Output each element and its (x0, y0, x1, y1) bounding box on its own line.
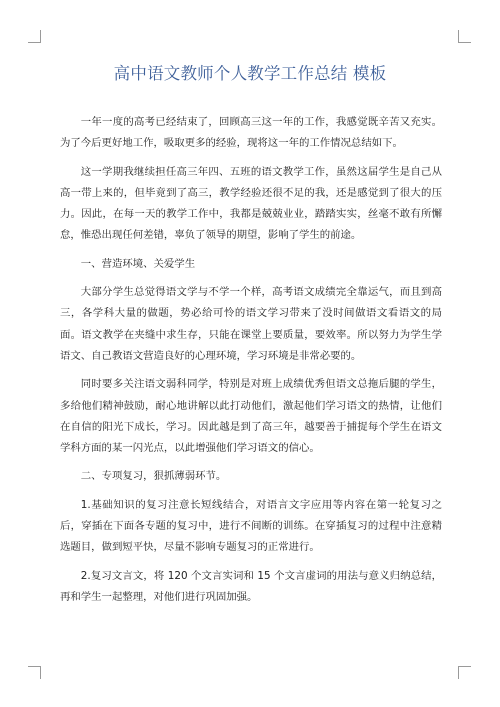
paragraph-intro: 一年一度的高考已经结束了，回顾高三这一年的工作，我感觉既辛苦又充实。为了今后更好地工作，吸取更多的经验，现将这一年的工作情况总结如下。 (60, 116, 442, 150)
paragraph-teaching-duty: 这一学期我继续担任高三年四、五班的语文教学工作，虽然这届学生是自己从高一带上来的，但毕竟到了高三，教学经验还很不足的我，还是感觉到了很大的压力。因此，在每一天的教学工作中，我都是兢兢业业，踏踏实实，丝毫不敢有所懈怠，惟恐出现任何差错，辜负了领导的期望，影响了学生的前途。 (60, 165, 442, 242)
paragraph-weak-students: 同时要多关注语文弱科同学，特别是对班上成绩优秀但语文总拖后腿的学生，多给他们精神鼓励，耐心地讲解以此打动他们，激起他们学习语文的热情，让他们在自信的阳光下成长，学习。因此越是到了高三年，越要善于捕捉每个学生在语文学科方面的某一闪光点，以此增强他们学习语文的信心。 (60, 378, 442, 455)
paragraph-environment: 大部分学生总觉得语文学与不学一个样，高考语文成绩完全靠运气，而且到高三，各学科大量的做题，势必给可怜的语文学习带来了没时间做语文看语文的局面。语文教学在夹缝中求生存，只能在课堂上要质量，要效率。所以努力为学生学语文、自己教语文营造良好的心理环境，学习环境是非常必要的。 (60, 286, 442, 362)
crop-mark-top-left (28, 30, 41, 43)
crop-mark-top-right (458, 30, 471, 43)
paragraph-review-classical: 2.复习文言文，将 120 个文言实词和 15 个文言虚词的用法与意义归纳总结，再和学生一起整理，对他们进行巩固加强。 (60, 569, 442, 603)
crop-mark-bottom-left (28, 666, 41, 679)
section-heading-review: 二、专项复习，狠抓薄弱环节。 (80, 470, 227, 483)
section-heading-environment: 一、营造环境、关爱学生 (80, 257, 196, 270)
document-title: 高中语文教师个人教学工作总结 模板 (113, 64, 387, 83)
crop-mark-bottom-right (458, 666, 471, 679)
paragraph-review-basics: 1.基础知识的复习注意长短线结合，对语言文字应用等内容在第一轮复习之后，穿插在下面各专题的复习中，进行不间断的训练。在穿插复习的过程中注意精选题目，做到短平快，尽量不影响专题复习的正常进行。 (60, 498, 442, 554)
document-body (60, 112, 442, 615)
